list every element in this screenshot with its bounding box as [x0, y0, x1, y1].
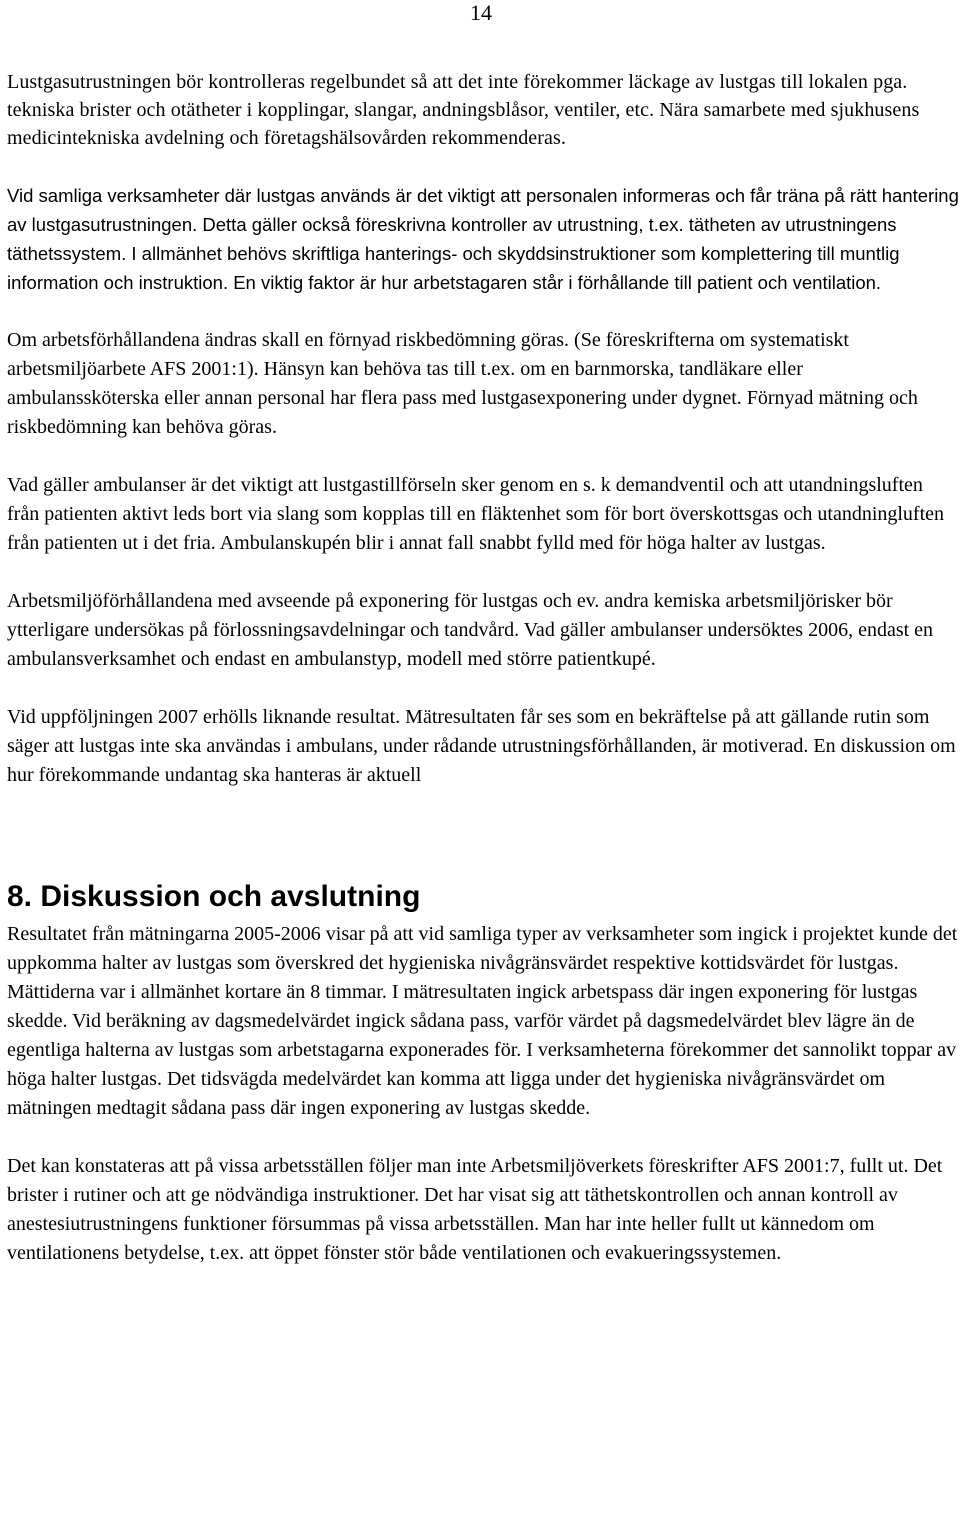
paragraph-equipment-control: Lustgasutrustningen bör kontrolleras regelbundet så att det inte förekommer läckage av lustgas till lokalen pga. tekniska brister och otätheter i kopplingar, slangar, andningsblåsor, ventiler, etc. Nära samarbete med sjukhusens medicintekniska avdelning och företagshälsovården rekommenderas. — [7, 71, 920, 149]
paragraph-staff-information: Vid samliga verksamheter där lustgas används är det viktigt att personalen informeras och får träna på rätt hantering av lustgasutrustningen. Detta gäller också föreskrivna kontroller av utrustning, t.ex. tätheten av utrustningens täthetssystem. I allmänhet behövs skriftliga hanterings- och skyddsinstruktioner som komplettering till muntlig information och instruktion. En viktig faktor är hur arbetstagaren står i förhållande till patient och ventilation. — [7, 185, 959, 293]
paragraph-working-conditions: Arbetsmiljöförhållandena med avseende på exponering för lustgas och ev. andra kemiska arbetsmiljörisker bör ytterligare undersökas på förlossningsavdelningar och tandvård. Vad gäller ambulanser undersöktes 2006, endast en ambulansverksamhet och endast en ambulanstyp, modell med större patientkupé. — [7, 590, 934, 670]
paragraph-follow-up-2007: Vid uppföljningen 2007 erhölls liknande resultat. Mätresultaten får ses som en bekräftelse på att gällande rutin som säger att lustgas inte ska användas i ambulans, under rådande utrustningsförhållanden, är motiverad. En diskussion om hur förekommande undantag ska hanteras är aktuell — [7, 706, 956, 786]
paragraph-workplace-compliance: Det kan konstateras att på vissa arbetsställen följer man inte Arbetsmiljöverkets föreskrifter AFS 2001:7, fullt ut. Det brister i rutiner och att ge nödvändiga instruktioner. Det har visat sig att täthetskontrollen och annan kontroll av anestesiutrustningens funktioner försummas på vissa arbetsställen. Man har inte heller fullt ut kännedom om ventilationens betydelse, t.ex. att öppet fönster stör både ventilationen och evakueringssystemen. — [7, 1155, 943, 1264]
paragraph-risk-assessment: Om arbetsförhållandena ändras skall en förnyad riskbedömning göras. (Se föreskrifterna om systematiskt arbetsmiljöarbete AFS 2001:1). Hänsyn kan behöva tas till t.ex. om en barnmorska, tandläkare eller ambulanssköterska eller annan personal har flera pass med lustgasexponering under dygnet. Förnyad mätning och riskbedömning kan behöva göras. — [7, 329, 918, 438]
page-number: 14 — [470, 0, 492, 25]
paragraph-ambulances: Vad gäller ambulanser är det viktigt att lustgastillförseln sker genom en s. k demandventil och att utandningsluften från patienten aktivt leds bort via slang som kopplas till en fläktenhet som för bort överskottsgas och utandningluften från patienten ut i det fria. Ambulanskupén blir i annat fall snabbt fylld med för höga halter av lustgas. — [7, 474, 945, 554]
document-body — [7, 68, 959, 1268]
section-heading: 8. Diskussion och avslutning — [7, 880, 421, 913]
paragraph-measurement-results: Resultatet från mätningarna 2005-2006 visar på att vid samliga typer av verksamheter som ingick i projektet kunde det uppkomma halter av lustgas som överskred det hygieniska nivågränsvärdet respektive kottidsvärdet för lustgas. Mättiderna var i allmänhet kortare än 8 timmar. I mätresultaten ingick arbetspass där ingen exponering för lustgas skedde. Vid beräkning av dagsmedelvärdet ingick sådana pass, varför värdet på dagsmedelvärdet blev lägre än de egentliga halterna av lustgas som arbetstagarna exponerades för. I verksamheterna förekommer det sannolikt toppar av höga halter lustgas. Det tidsvägda medelvärdet kan komma att ligga under det hygieniska nivågränsvärdet om mätningen medtagit sådana pass där ingen exponering av lustgas skedde. — [7, 923, 958, 1119]
